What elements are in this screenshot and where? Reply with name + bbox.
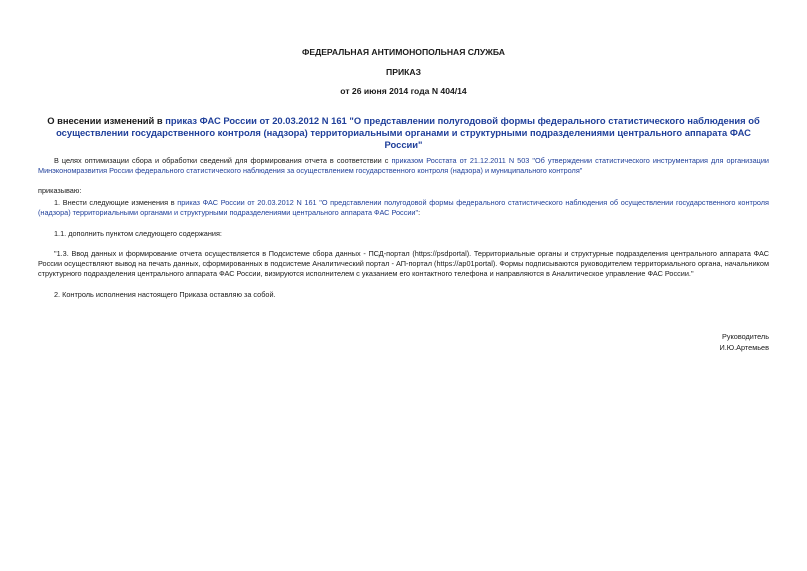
signature-block xyxy=(719,331,769,353)
item-1-3-quote-paragraph: "1.3. Ввод данных и формирование отчета осуществляется в Подсистеме сбора данных - ПСД-портал (https://psdportal). Территориальные органы и структурные подразделения центрального аппарата ФАС России осуществляют вывод на печать данных, сформированных в подсистеме Аналитический портал - АП-портал (https://ap01portal). Формы подписываются руководителем территориального органа, начальником структурного подразделения центрального аппарата ФАС России, визируются исполнителем с указанием его контактного телефона и направляются в Аналитическое управление ФАС России." xyxy=(38,249,769,279)
document-date: от 26 июня 2014 года N 404/14 xyxy=(340,86,467,96)
item-1-1-paragraph: 1.1. дополнить пунктом следующего содержания: xyxy=(54,229,222,238)
item-2-paragraph: 2. Контроль исполнения настоящего Приказа оставляю за собой. xyxy=(54,290,276,299)
ordered-paragraph: приказываю: xyxy=(38,186,82,195)
fas-order-link[interactable]: приказ ФАС России от 20.03.2012 N 161 "О представлении полугодовой формы федерального статистического наблюдения об осуществлении государственного контроля (надзора) территориальными органами и структурными подразделениями центрального аппарата ФАС России" xyxy=(38,198,769,218)
document-page xyxy=(38,0,769,571)
document-type: ПРИКАЗ xyxy=(386,67,421,77)
signature-name: И.Ю.Артемьев xyxy=(719,343,769,352)
signature-title: Руководитель xyxy=(721,332,769,341)
item-1-paragraph xyxy=(38,198,769,218)
rosstat-order-link[interactable]: приказом Росстата от 21.12.2011 N 503 "Об утверждении статистического инструментария для организации Минэкономразвития России федерального статистического наблюдения за осуществлением государственного контроля (надзора) и муниципального контроля" xyxy=(38,156,769,176)
document-heading xyxy=(38,115,769,151)
agency-name: ФЕДЕРАЛЬНАЯ АНТИМОНОПОЛЬНАЯ СЛУЖБА xyxy=(302,47,505,57)
item-1-text: 1. Внести следующие изменения в xyxy=(54,198,178,207)
intro-paragraph xyxy=(38,156,769,176)
heading-prefix: О внесении изменений в xyxy=(47,115,166,126)
heading-order-link[interactable]: приказ ФАС России от 20.03.2012 N 161 "О представлении полугодовой формы федерального статистического наблюдения об осуществлении государственного контроля (надзора) территориальными органами и структурными подразделениями центрального аппарата ФАС России" xyxy=(56,115,760,150)
item-1-suffix: : xyxy=(418,208,421,218)
intro-text: В целях оптимизации сбора и обработки сведений для формирования отчета в соответствии с xyxy=(54,156,392,165)
